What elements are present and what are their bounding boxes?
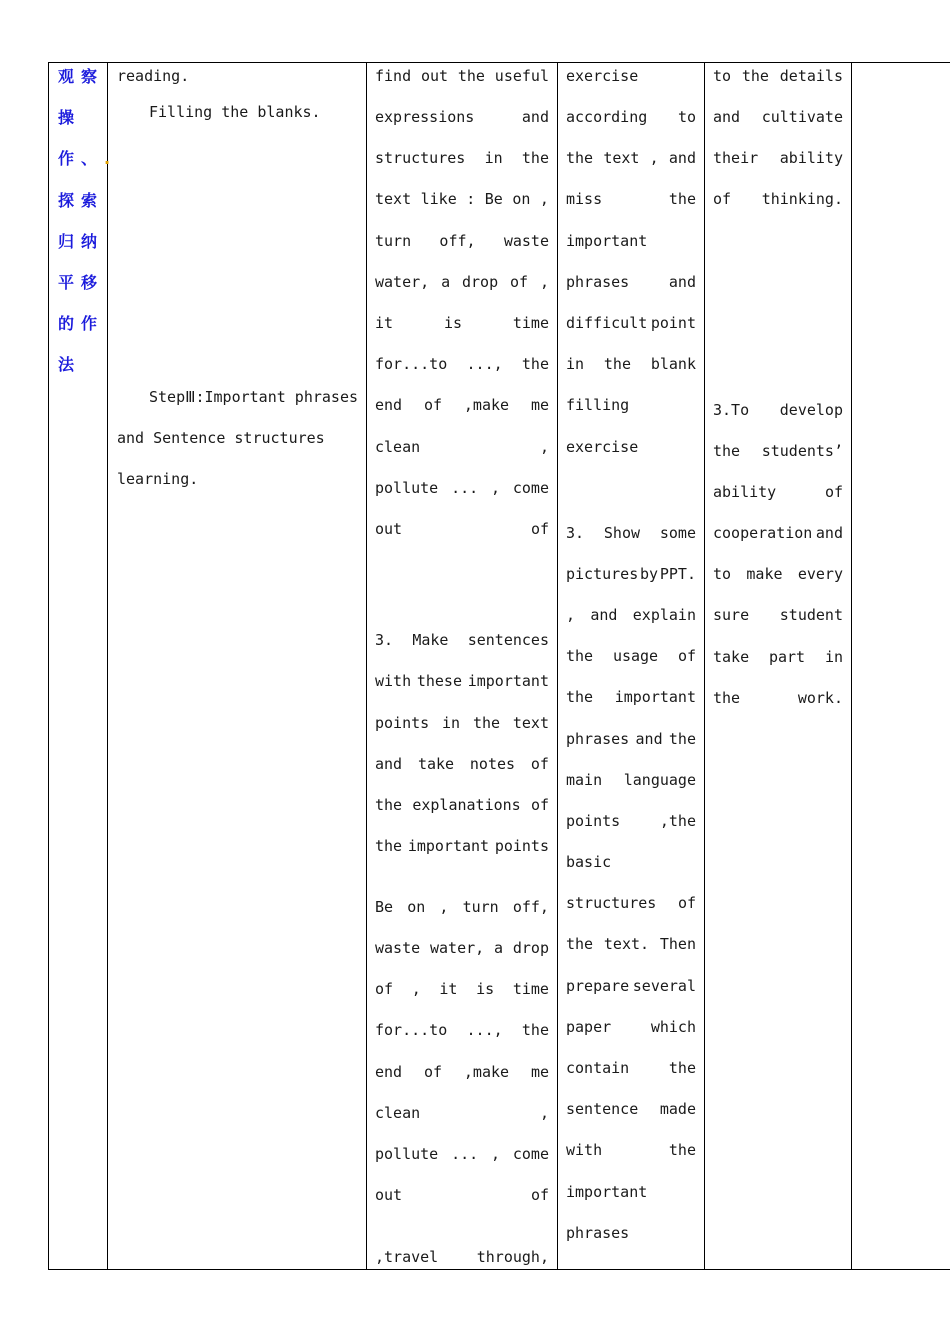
word: text xyxy=(512,714,549,732)
cell-text-line xyxy=(375,1103,549,1123)
cell-text-line xyxy=(375,189,549,209)
word: , xyxy=(539,1104,549,1122)
word: PPT. xyxy=(659,565,696,583)
word: of xyxy=(510,273,529,291)
cell-text-line xyxy=(566,272,696,292)
cell-text-line xyxy=(566,354,696,374)
cell-text-line xyxy=(375,897,549,917)
cell-text-line xyxy=(375,630,549,650)
stage-label-line: 的作 xyxy=(58,314,105,334)
cell-text-line xyxy=(375,437,549,457)
word: and xyxy=(521,108,549,126)
word: text xyxy=(375,190,412,208)
word: of xyxy=(530,755,549,773)
word: sure xyxy=(713,606,750,624)
word: ..., xyxy=(466,1021,503,1039)
word: phrases xyxy=(566,273,630,291)
cell-text-line xyxy=(375,713,549,733)
word: some xyxy=(659,524,696,542)
word: come xyxy=(512,479,549,497)
word: water, xyxy=(375,273,430,291)
cell-text-line xyxy=(566,313,696,333)
word: take xyxy=(417,755,455,773)
word: the xyxy=(566,149,594,167)
cell-text-line xyxy=(713,482,843,502)
word: points xyxy=(494,837,549,855)
cell-text-line: exercise xyxy=(566,438,639,456)
cell-text-line xyxy=(375,66,549,86)
cell-text-line xyxy=(375,671,549,691)
word: and xyxy=(375,755,403,773)
word: students’ xyxy=(761,442,843,460)
cell-text-line xyxy=(566,1099,696,1119)
cell-text-line xyxy=(375,107,549,127)
word: , xyxy=(539,273,549,291)
word: ,make xyxy=(463,396,510,414)
word: of xyxy=(824,483,843,501)
cell-text-line xyxy=(566,523,696,543)
word: pollute xyxy=(375,479,439,497)
cell-text-line xyxy=(566,687,696,707)
cell-text-line xyxy=(375,1144,549,1164)
word: it xyxy=(375,314,394,332)
word: point xyxy=(650,314,696,332)
word: and xyxy=(635,730,663,748)
word: ,the xyxy=(659,812,696,830)
word: explanations xyxy=(412,796,521,814)
word: the xyxy=(713,442,741,460)
word: explain xyxy=(632,606,696,624)
word: pictures xyxy=(566,565,639,583)
cell-text-line xyxy=(713,400,843,420)
word: of xyxy=(677,647,696,665)
cell-text-line xyxy=(713,441,843,461)
word: several xyxy=(632,977,696,995)
word: , xyxy=(649,149,659,167)
word: me xyxy=(530,396,549,414)
word: turn xyxy=(375,232,412,250)
word: , xyxy=(539,438,549,456)
word: structures xyxy=(375,149,466,167)
word: points xyxy=(375,714,430,732)
word: waste xyxy=(503,232,549,250)
word: in xyxy=(484,149,503,167)
word: text. xyxy=(603,935,650,953)
word: drop xyxy=(462,273,499,291)
word: which xyxy=(650,1018,696,1036)
word: on xyxy=(512,190,531,208)
cell-text-line xyxy=(375,313,549,333)
stage-label-dot: . xyxy=(104,149,111,169)
word: the xyxy=(603,355,631,373)
cell-text-line xyxy=(566,893,696,913)
word: every xyxy=(797,565,843,583)
stage-label-line: 操 xyxy=(58,108,82,128)
word: , xyxy=(491,1145,501,1163)
word: their xyxy=(713,149,759,167)
teacher-activity-column xyxy=(558,63,705,1269)
word: of xyxy=(530,520,549,538)
cell-text-line xyxy=(375,395,549,415)
student-activity-column xyxy=(367,63,558,1269)
word: turn xyxy=(462,898,499,916)
word: clean xyxy=(375,1104,421,1122)
word: and xyxy=(713,108,741,126)
purpose-column xyxy=(705,63,852,1269)
word: the xyxy=(566,647,594,665)
word: the xyxy=(375,837,403,855)
word: like xyxy=(420,190,457,208)
step-title: learning. xyxy=(117,470,199,488)
word: in xyxy=(824,648,843,666)
word: ..., xyxy=(466,355,503,373)
word: points xyxy=(566,812,621,830)
lesson-plan-table xyxy=(48,62,950,1270)
cell-text-line: basic xyxy=(566,853,612,871)
word: : xyxy=(466,190,476,208)
word: ... xyxy=(451,1145,479,1163)
cell-text-line xyxy=(566,189,696,209)
cell-text-line xyxy=(375,938,549,958)
word: Show xyxy=(603,524,641,542)
word: of xyxy=(530,1186,549,1204)
word: is xyxy=(476,980,495,998)
word: off, xyxy=(512,898,549,916)
cell-text-line: filling xyxy=(566,396,630,414)
word: end xyxy=(375,396,403,414)
word: the xyxy=(668,1059,696,1077)
word: made xyxy=(659,1100,696,1118)
word: me xyxy=(530,1063,549,1081)
word: student xyxy=(779,606,843,624)
word: ,make xyxy=(463,1063,510,1081)
word: ability xyxy=(779,149,843,167)
cell-text-line xyxy=(713,523,843,543)
step-text: reading. xyxy=(117,67,190,85)
word: important xyxy=(467,672,549,690)
word: important xyxy=(614,688,696,706)
cell-text-line xyxy=(713,107,843,127)
word: prepare xyxy=(566,977,630,995)
word: it xyxy=(439,980,458,998)
word: , xyxy=(439,898,449,916)
word: the xyxy=(566,688,594,706)
word: difficult xyxy=(566,314,648,332)
word: of xyxy=(423,396,443,414)
word: water, xyxy=(429,939,485,957)
cell-text-line xyxy=(566,564,696,584)
stage-label-line: 平移 xyxy=(58,272,105,292)
word: out xyxy=(375,520,403,538)
cell-text-line: exercise xyxy=(566,67,639,85)
word: of xyxy=(423,1063,443,1081)
word: ... xyxy=(451,479,479,497)
word: through, xyxy=(476,1248,549,1266)
word: drop xyxy=(512,939,549,957)
cell-text-line xyxy=(375,1020,549,1040)
word: , xyxy=(539,190,549,208)
word: clean xyxy=(375,438,421,456)
word: the xyxy=(713,689,741,707)
cell-text-line xyxy=(375,754,549,774)
cell-text-line xyxy=(375,148,549,168)
stage-label xyxy=(58,65,111,395)
word: the xyxy=(375,796,403,814)
word: these xyxy=(416,672,462,690)
word: waste xyxy=(375,939,421,957)
cell-text-line xyxy=(566,148,696,168)
word: to xyxy=(677,108,696,126)
word: main xyxy=(566,771,603,789)
word: according xyxy=(566,108,648,126)
stage-label-line: 观察 xyxy=(58,67,105,86)
word: the xyxy=(668,190,696,208)
stage-label-line: 作、. xyxy=(58,149,111,169)
word: and xyxy=(815,524,843,542)
word: useful xyxy=(494,67,549,85)
word: the xyxy=(668,1141,696,1159)
word: in xyxy=(566,355,585,373)
stage-label-line: 法 xyxy=(58,355,82,375)
word: 3.To xyxy=(713,401,750,419)
cell-text-line xyxy=(375,478,549,498)
word: time xyxy=(512,980,549,998)
word: to xyxy=(713,67,732,85)
cell-text-line xyxy=(375,795,549,815)
word: of xyxy=(530,796,549,814)
word: is xyxy=(443,314,462,332)
word: phrases xyxy=(566,730,630,748)
step-title: and Sentence structures xyxy=(117,429,325,447)
cell-text-line xyxy=(375,1062,549,1082)
cell-text-line: important xyxy=(566,1183,648,1201)
cell-text-line xyxy=(566,976,696,996)
word: off, xyxy=(439,232,476,250)
word: out xyxy=(375,1186,403,1204)
step-text: Filling the blanks. xyxy=(149,103,321,121)
word: sentence xyxy=(566,1100,639,1118)
word: with xyxy=(375,672,412,690)
word: thinking. xyxy=(761,190,843,208)
word: take xyxy=(713,648,750,666)
cell-text-line xyxy=(566,1058,696,1078)
word: 3. xyxy=(566,524,585,542)
step-title: StepⅢ:Important phrases xyxy=(149,388,359,406)
cell-text-line xyxy=(713,189,843,209)
word: come xyxy=(512,1145,549,1163)
cell-text-line xyxy=(375,1185,549,1205)
word: the xyxy=(457,67,485,85)
word: make xyxy=(746,565,783,583)
word: expressions xyxy=(375,108,475,126)
notes-column xyxy=(852,63,950,1269)
cell-text-line xyxy=(566,646,696,666)
cell-text-line xyxy=(566,811,696,831)
word: find xyxy=(375,67,412,85)
word: work. xyxy=(797,689,843,707)
word: the xyxy=(521,149,549,167)
cell-text-line xyxy=(566,107,696,127)
stage-label-line: 归纳 xyxy=(58,231,105,251)
word: details xyxy=(779,67,843,85)
word: of xyxy=(375,980,394,998)
word: language xyxy=(623,771,696,789)
word: to xyxy=(713,565,732,583)
cell-text-line xyxy=(566,729,696,749)
word: for...to xyxy=(375,1021,448,1039)
word: the xyxy=(566,935,594,953)
word: text xyxy=(603,149,640,167)
cell-text-line xyxy=(713,605,843,625)
word: for...to xyxy=(375,355,448,373)
cell-text-line xyxy=(566,605,696,625)
cell-text-line xyxy=(566,1017,696,1037)
word: contain xyxy=(566,1059,630,1077)
cell-text-line xyxy=(566,1140,696,1160)
cell-text-line xyxy=(713,688,843,708)
word: a xyxy=(494,939,504,957)
cell-text-line xyxy=(713,564,843,584)
word: cultivate xyxy=(761,108,843,126)
word: , xyxy=(566,606,576,624)
word: Be xyxy=(484,190,503,208)
word: Be xyxy=(375,898,394,916)
cell-text-line xyxy=(713,66,843,86)
word: , xyxy=(411,980,421,998)
word: time xyxy=(512,314,549,332)
cell-text-line xyxy=(375,836,549,856)
cell-text-line: phrases xyxy=(566,1224,630,1242)
cell-text-line xyxy=(375,354,549,374)
cell-text-line xyxy=(566,934,696,954)
word: , xyxy=(491,479,501,497)
word: miss xyxy=(566,190,603,208)
word: Make xyxy=(412,631,449,649)
word: blank xyxy=(650,355,696,373)
cell-text-line xyxy=(375,231,549,251)
word: sentences xyxy=(467,631,549,649)
cell-text-line xyxy=(375,519,549,539)
word: by xyxy=(640,565,659,583)
word: important xyxy=(407,837,490,855)
word: the xyxy=(741,67,769,85)
word: ability xyxy=(713,483,777,501)
word: usage xyxy=(612,647,659,665)
word: part xyxy=(768,648,806,666)
word: on xyxy=(407,898,426,916)
word: with xyxy=(566,1141,603,1159)
stage-label-column xyxy=(49,63,111,1269)
word: pollute xyxy=(375,1145,439,1163)
cell-text-line xyxy=(713,647,843,667)
word: end xyxy=(375,1063,403,1081)
word: the xyxy=(521,1021,549,1039)
word: Then xyxy=(659,935,696,953)
word: notes xyxy=(469,755,516,773)
word: develop xyxy=(779,401,843,419)
word: structures xyxy=(566,894,657,912)
word: in xyxy=(442,714,461,732)
teaching-steps-column xyxy=(108,63,367,1269)
stage-label-line: 探索 xyxy=(58,190,105,210)
word: and xyxy=(590,606,618,624)
word: and xyxy=(668,273,696,291)
word: out xyxy=(420,67,449,85)
cell-text-line: important xyxy=(566,232,648,250)
word: the xyxy=(472,714,501,732)
word: 3. xyxy=(375,631,394,649)
cell-text-line xyxy=(566,770,696,790)
word: the xyxy=(668,730,696,748)
word: and xyxy=(668,149,696,167)
word: of xyxy=(713,190,732,208)
cell-text-line xyxy=(375,979,549,999)
cell-text-line xyxy=(375,1247,549,1267)
word: cooperation xyxy=(713,524,813,542)
word: a xyxy=(441,273,451,291)
word: the xyxy=(521,355,549,373)
word: paper xyxy=(566,1018,612,1036)
word: ,travel xyxy=(375,1248,439,1266)
cell-text-line xyxy=(375,272,549,292)
word: of xyxy=(677,894,696,912)
cell-text-line xyxy=(713,148,843,168)
